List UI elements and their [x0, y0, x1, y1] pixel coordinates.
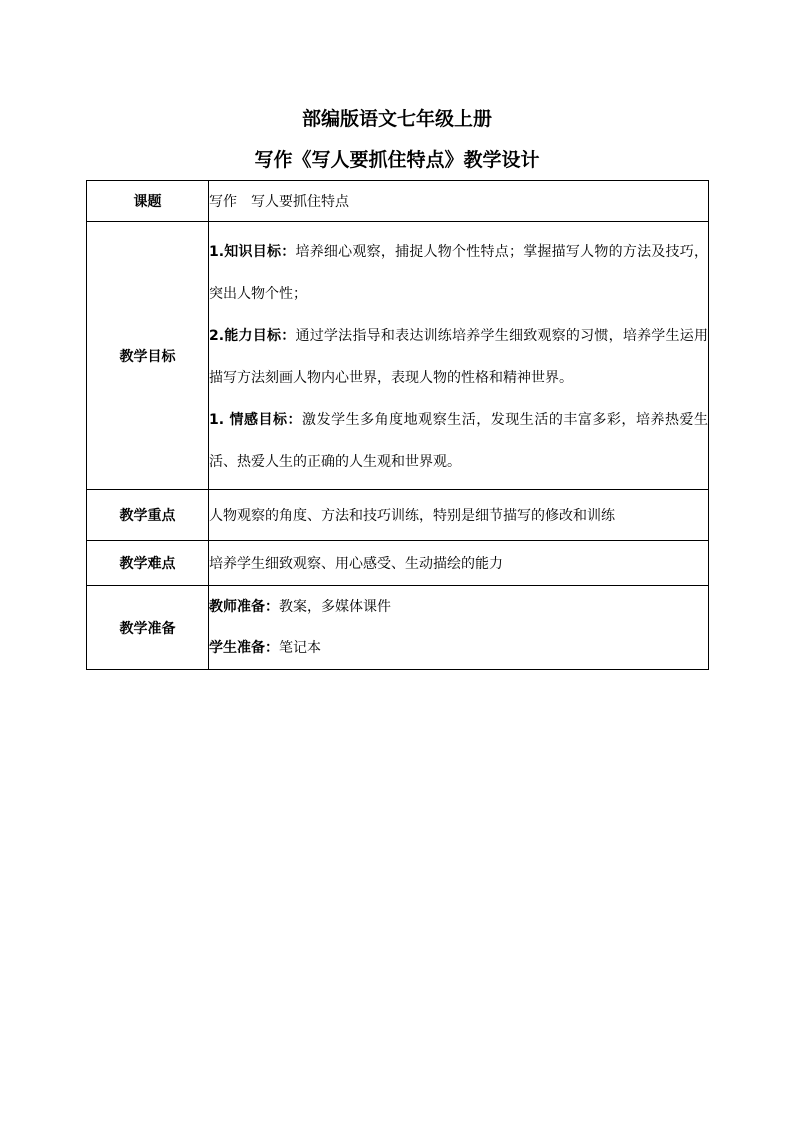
lesson-plan-table: [86, 180, 709, 670]
key-points-label: 教学重点: [87, 490, 209, 541]
table-row-preparation: [87, 586, 709, 670]
student-preparation: [209, 638, 708, 659]
key-points-value: 人物观察的角度、方法和技巧训练，特别是细节描写的修改和训练: [209, 490, 709, 541]
teacher-preparation: [209, 597, 708, 618]
difficulties-value: 培养学生细致观察、用心感受、生动描绘的能力: [209, 541, 709, 586]
preparation-label: 教学准备: [87, 586, 209, 670]
preparation-content: [209, 586, 709, 670]
document-subtitle: 写作《写人要抓住特点》教学设计: [254, 149, 540, 171]
goal-ability: [209, 315, 708, 399]
table-row-topic: [87, 181, 709, 222]
table-row-difficulties: [87, 541, 709, 586]
topic-value: 写作 写人要抓住特点: [209, 181, 709, 222]
goal-knowledge-text: 培养细心观察，捕捉人物个性特点；掌握描写人物的方法及技巧，突出人物个性；: [209, 244, 709, 302]
student-preparation-heading: 学生准备：: [209, 639, 279, 656]
goal-emotion-text: 激发学生多角度地观察生活，发现生活的丰富多彩，培养热爱生活、热爱人生的正确的人生观和世界观。: [209, 412, 709, 470]
topic-label: 课题: [87, 181, 209, 222]
table-row-goals: [87, 222, 709, 490]
document-title: 部编版语文七年级上册: [301, 108, 492, 130]
goal-ability-heading: 2.能力目标：: [209, 328, 296, 344]
goal-emotion: [209, 399, 708, 483]
goal-knowledge-heading: 1.知识目标：: [209, 244, 296, 260]
goals-label: 教学目标: [87, 222, 209, 490]
goal-ability-text: 通过学法指导和表达训练培养学生细致观察的习惯，培养学生运用描写方法刻画人物内心世界，表现人物的性格和精神世界。: [209, 328, 709, 386]
teacher-preparation-text: 教案，多媒体课件: [279, 598, 391, 615]
goal-knowledge: [209, 231, 708, 315]
goals-content: [209, 222, 709, 490]
table-row-key-points: [87, 490, 709, 541]
teacher-preparation-heading: 教师准备：: [209, 598, 279, 615]
student-preparation-text: 笔记本: [279, 639, 321, 656]
goal-emotion-heading: 1. 情感目标：: [209, 412, 303, 428]
difficulties-label: 教学难点: [87, 541, 209, 586]
